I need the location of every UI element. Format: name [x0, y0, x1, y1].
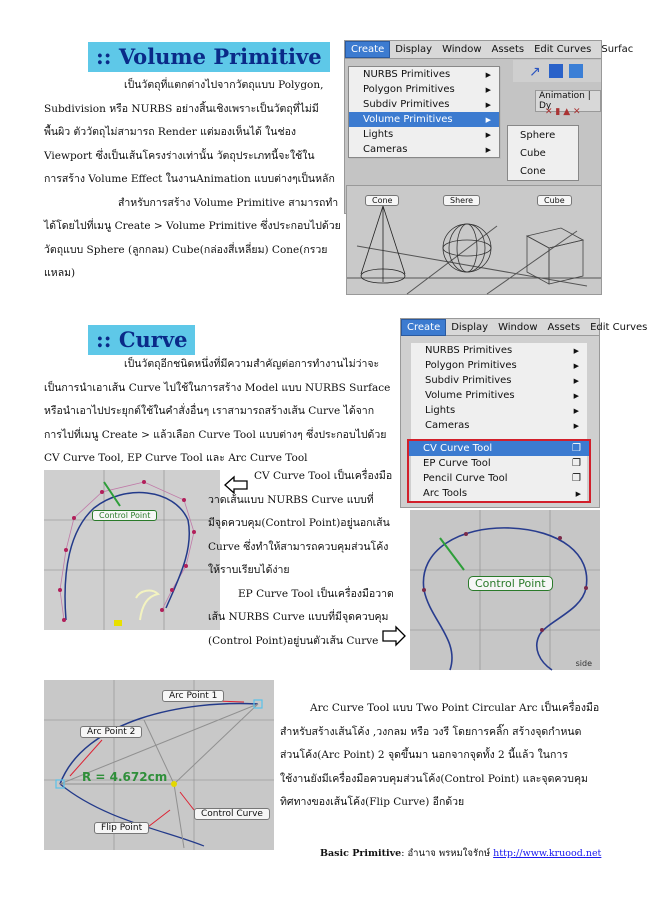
menu-display[interactable]: Display [395, 44, 433, 55]
curve-menu-screenshot [400, 318, 648, 508]
text-line: CV Curve Tool เป็นเครื่องมือ [254, 470, 393, 482]
cube-icon[interactable] [569, 64, 583, 78]
text-line: สำหรับสร้างเส้นโค้ง ,วงกลม หรือ วงรี โดยการคลิ๊ก สร้างจุดกำหนด [280, 725, 582, 738]
menu-surfaces[interactable]: Surfac [601, 44, 634, 55]
volume-primitive-title: :: Volume Primitive [88, 42, 330, 72]
text-line: Curve ซึ่งทำให้สามารถควบคุมส่วนโค้ง [208, 540, 389, 553]
text-line: เป็นการนำเอาเส้น Curve ไปใช้ในการสร้าง Model แบบ NURBS Surface [44, 381, 391, 394]
text-line: พื้นผิว ตัววัตถุไม่สามารถ Render แต่มองเห็นได้ ในช่อง [44, 126, 297, 138]
menu-item-nurbs[interactable]: NURBS Primitives ▶ [425, 345, 579, 356]
control-curve-label: Control Curve [194, 808, 270, 820]
text-line: Arc Curve Tool แบบ Two Point Circular Arc เป็นเครื่องมือ [310, 702, 600, 714]
submenu-arrow-icon: ▶ [485, 115, 491, 124]
menu-create[interactable]: Create [401, 319, 446, 336]
menu-edit-curves[interactable]: Edit Curves [590, 321, 648, 333]
footer-link[interactable]: http://www.kruood.net [493, 848, 602, 859]
menu-window[interactable]: Window [498, 321, 538, 333]
sphere-label: Shere [443, 195, 480, 206]
tab-animation[interactable]: Animation | Dy [535, 90, 601, 112]
cv-tool-text [208, 465, 408, 653]
menu-item-polygon[interactable]: Polygon Primitives ▶ [363, 84, 491, 95]
option-box-icon[interactable]: ❐ [572, 473, 581, 484]
text-line: ส่วนโค้ง(Arc Point) 2 จุดขึ้นมา นอกจากจุดทั้ง 2 นี้แล้ว ในการ [280, 749, 568, 761]
plane-icon[interactable] [549, 64, 563, 78]
submenu-cube[interactable]: Cube [520, 147, 546, 159]
create-dropdown [411, 343, 587, 503]
text-line: ทิศทางของเส้นโค้ง(Flip Curve) อีกด้วย [280, 796, 465, 808]
cube-label: Cube [537, 195, 572, 206]
text-line: Viewport ซึ่งเป็นเส้นโครงร่างเท่านั้น วัตถุประเภทนี้จะใช้ใน [44, 149, 315, 162]
submenu-arrow-icon: ▶ [485, 100, 491, 109]
text-line: การสร้าง Volume Effect ในงานAnimation แบบต่างๆเป็นหลัก [44, 173, 335, 185]
menubar [345, 41, 634, 59]
arrow-right-icon [382, 625, 406, 647]
submenu-arrow-icon: ▶ [485, 85, 491, 94]
text-line: วัตถุแบบ Sphere (ลูกกลม) Cube(กล่องสี่เหลี่ยม) Cone(กรวย [44, 243, 328, 256]
submenu-arrow-icon: ▶ [485, 145, 491, 154]
arc-tool-text [280, 697, 600, 815]
menu-create[interactable]: Create [345, 41, 390, 58]
text-line: (Control Point)อยู่บนตัวเส้น Curve [208, 634, 379, 647]
menu-window[interactable]: Window [442, 44, 482, 55]
cv-curve-drawing [44, 470, 220, 630]
text-line: ให้ราบเรียบได้ง่าย [208, 564, 290, 576]
volume-submenu [507, 125, 579, 181]
menu-assets[interactable]: Assets [491, 44, 525, 55]
menu-item-pencil-curve[interactable]: Pencil Curve Tool ❐ [423, 473, 581, 484]
footer-title: Basic Primitive [320, 848, 402, 859]
menu-item-subdiv[interactable]: Subdiv Primitives ▶ [425, 375, 579, 386]
option-box-icon[interactable]: ❐ [572, 443, 581, 454]
arc-point-2-label: Arc Point 2 [80, 726, 142, 738]
menu-item-cv-curve[interactable]: CV Curve Tool ❐ [409, 441, 589, 456]
arc-point-1-label: Arc Point 1 [162, 690, 224, 702]
text-line: เป็นวัตถุอีกชนิดหนึ่งที่มีความสำคัญต่อการทำงานไม่ว่าจะ [124, 358, 380, 370]
text-line: การไปที่เมนู Create > แล้วเลือก Curve Tool แบบต่างๆ ซึ่งประกอบไปด้วย [44, 428, 387, 441]
submenu-cone[interactable]: Cone [520, 165, 546, 177]
create-dropdown [348, 66, 500, 158]
submenu-arrow-icon: ▶ [575, 489, 581, 498]
curve-title: :: Curve [88, 325, 195, 355]
submenu-arrow-icon: ▶ [573, 421, 579, 430]
menu-item-lights[interactable]: Lights ▶ [363, 129, 491, 140]
cone-label: Cone [365, 195, 399, 206]
text-line: ได้โดยไปที่เมนู Create > Volume Primitive ซึ่งประกอบไปด้วย [44, 220, 341, 232]
menu-item-arc-tools[interactable]: Arc Tools ▶ [423, 488, 581, 499]
menu-item-volume[interactable]: Volume Primitives ▶ [425, 390, 579, 401]
text-line: สำหรับการสร้าง Volume Primitive สามารถทำ [118, 196, 339, 209]
channel-icons: ✕ ▮ ▲ ✕ [545, 107, 581, 117]
curve-tools-group [407, 439, 591, 503]
ep-curve-image [410, 510, 600, 670]
text-line: ใช้งานยังมีเครื่องมือควบคุมส่วนโค้ง(Control Point) และจุดควบคุม [280, 772, 588, 785]
menu-display[interactable]: Display [451, 321, 489, 333]
submenu-arrow-icon: ▶ [573, 361, 579, 370]
text-line: วาดเส้นแบบ NURBS Curve แบบที่ [208, 493, 374, 506]
text-line: หรือนำเอาไปประยุกต์ใช้ในคำสั่งอื่นๆ เราสามารถสร้างเส้น Curve ได้จาก [44, 405, 375, 417]
arc-curve-drawing [44, 680, 274, 850]
curve-tool-icon[interactable]: ↗ [529, 64, 541, 80]
text-line: เป็นวัตถุที่แตกต่างไปจากวัตถุแบบ Polygon, [124, 79, 324, 91]
menu-assets[interactable]: Assets [547, 321, 581, 333]
menu-item-volume[interactable]: Volume Primitives ▶ [349, 112, 499, 127]
cv-curve-image [44, 470, 220, 630]
submenu-arrow-icon: ▶ [573, 391, 579, 400]
text-line: EP Curve Tool เป็นเครื่องมือวาด [238, 587, 394, 600]
text-line: CV Curve Tool, EP Curve Tool และ Arc Curve Tool [44, 452, 308, 464]
option-box-icon[interactable]: ❐ [572, 458, 581, 469]
radius-readout: R = 4.672cm [82, 770, 168, 784]
menu-edit-curves[interactable]: Edit Curves [534, 44, 592, 55]
flip-point-label: Flip Point [94, 822, 149, 834]
text-line: มีจุดควบคุม(Control Point)อยู่นอกเส้น [208, 517, 390, 529]
submenu-arrow-icon: ▶ [573, 376, 579, 385]
curve-intro-text [44, 353, 394, 471]
volume-viewport [346, 185, 602, 295]
menu-item-subdiv[interactable]: Subdiv Primitives ▶ [363, 99, 491, 110]
submenu-arrow-icon: ▶ [485, 130, 491, 139]
menu-item-cameras[interactable]: Cameras ▶ [425, 420, 579, 431]
menu-item-cameras[interactable]: Cameras ▶ [363, 144, 491, 155]
arc-curve-image [44, 680, 274, 850]
view-name-label: side [575, 659, 592, 668]
menu-item-lights[interactable]: Lights ▶ [425, 405, 579, 416]
menubar [401, 319, 648, 336]
menu-item-ep-curve[interactable]: EP Curve Tool ❐ [423, 458, 581, 469]
menu-item-polygon[interactable]: Polygon Primitives ▶ [425, 360, 579, 371]
control-point-label: Control Point [92, 510, 157, 521]
volume-primitive-text [44, 74, 344, 286]
submenu-arrow-icon: ▶ [573, 406, 579, 415]
text-line: แหลม) [44, 267, 76, 279]
submenu-arrow-icon: ▶ [485, 70, 491, 79]
footer-author: : อำนาจ พรหมใจรักษ์ [401, 848, 491, 859]
control-point-label: Control Point [468, 576, 553, 591]
shelf [513, 60, 601, 82]
text-line: Subdivision หรือ NURBS อย่างสิ้นเชิงเพราะเป็นวัตถุที่ไม่มี [44, 102, 319, 115]
submenu-arrow-icon: ▶ [573, 346, 579, 355]
submenu-sphere[interactable]: Sphere [520, 129, 556, 141]
footer [320, 846, 620, 861]
menu-item-nurbs[interactable]: NURBS Primitives ▶ [363, 69, 491, 80]
text-line: เส้น NURBS Curve แบบที่มีจุดควบคุม [208, 611, 389, 623]
